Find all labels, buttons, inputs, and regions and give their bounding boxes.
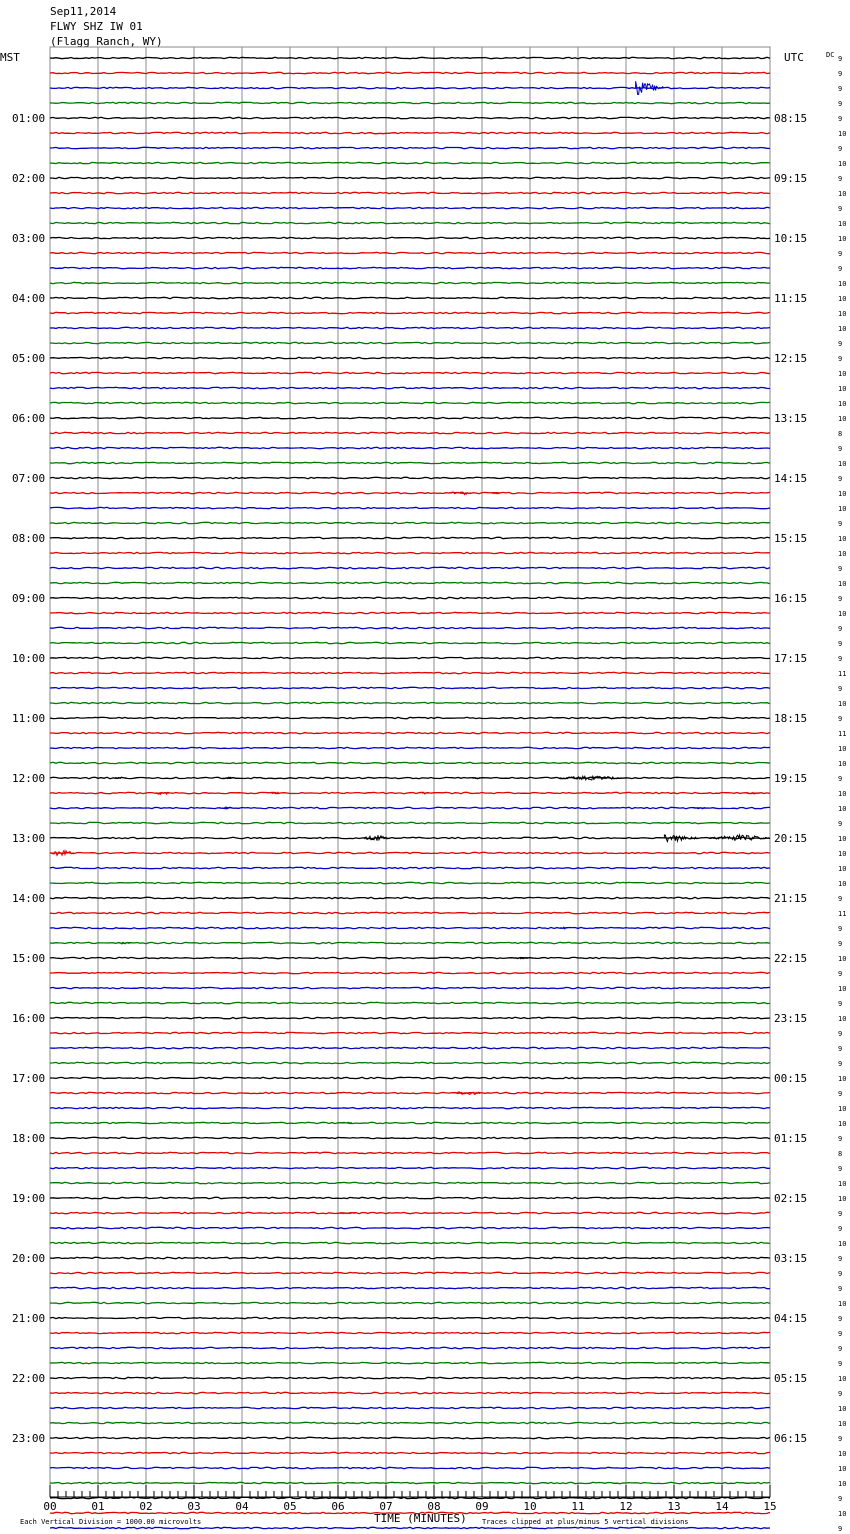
- trace-line: [50, 867, 770, 868]
- trace-line: [50, 717, 770, 718]
- hour-label-utc: 17:15: [774, 652, 808, 665]
- dc-offset-label: 9: [838, 85, 843, 93]
- event-burst: [156, 792, 170, 794]
- trace-line: [50, 657, 770, 658]
- hour-label-utc: 01:15: [774, 1132, 808, 1145]
- hour-label-mst: 09:00: [12, 592, 46, 605]
- dc-offset-label: 9: [838, 205, 843, 213]
- hour-label-mst: 05:00: [12, 352, 46, 365]
- dc-offset-label: 9: [838, 475, 843, 483]
- dc-offset-label: 10: [838, 865, 847, 873]
- dc-offset-label: 10: [838, 295, 847, 303]
- trace-line: [50, 1077, 770, 1078]
- trace-line: [50, 207, 770, 208]
- dc-offset-label: 9: [838, 100, 843, 108]
- dc-offset-label: 9: [838, 1270, 843, 1278]
- dc-offset-label: 10: [838, 610, 847, 618]
- dc-offset-label: 9: [838, 655, 843, 663]
- hour-label-mst: 16:00: [12, 1012, 46, 1025]
- hour-label-utc: 00:15: [774, 1072, 808, 1085]
- trace-line: [50, 102, 770, 103]
- chart-station: FLWY SHZ IW 01: [50, 20, 143, 33]
- trace-line: [50, 1467, 770, 1468]
- trace-line: [50, 492, 770, 493]
- trace-line: [50, 282, 770, 283]
- trace-line: [50, 912, 770, 913]
- trace-line: [50, 942, 770, 943]
- dc-offset-label: 9: [838, 1330, 843, 1338]
- trace-line: [50, 1182, 770, 1183]
- x-tick-label: 15: [763, 1500, 777, 1513]
- trace-line: [50, 837, 770, 838]
- trace-line: [50, 1092, 770, 1093]
- dc-offset-label: 9: [838, 1045, 843, 1053]
- dc-offset-label: 9: [838, 175, 843, 183]
- dc-offset-label: 9: [838, 55, 843, 63]
- trace-line: [50, 822, 770, 823]
- dc-offset-label: 10: [838, 850, 847, 858]
- dc-offset-label: 9: [838, 1390, 843, 1398]
- hour-label-utc: 08:15: [774, 112, 808, 125]
- dc-offset-label: 9: [838, 640, 843, 648]
- clip-note: Traces clipped at plus/minus 5 vertical divisions: [482, 1518, 689, 1526]
- dc-offset-label: 11: [838, 670, 847, 678]
- trace-line: [50, 972, 770, 973]
- dc-offset-label: 9: [838, 1225, 843, 1233]
- dc-offset-label: 10: [838, 535, 847, 543]
- trace-line: [50, 762, 770, 763]
- trace-line: [50, 1497, 770, 1498]
- dc-offset-label: 10: [838, 1480, 847, 1488]
- dc-offset-label: 9: [838, 565, 843, 573]
- right-axis-label: UTC: [784, 51, 804, 64]
- dc-offset-label: 10: [838, 760, 847, 768]
- dc-offset-label: 10: [838, 580, 847, 588]
- trace-line: [50, 1332, 770, 1333]
- dc-offset-label: 10: [838, 325, 847, 333]
- dc-offset-label: 10: [838, 1375, 847, 1383]
- trace-line: [50, 612, 770, 613]
- trace-line: [50, 687, 770, 688]
- x-tick-label: 04: [235, 1500, 249, 1513]
- trace-line: [50, 537, 770, 538]
- dc-offset-label: 10: [838, 955, 847, 963]
- event-burst: [420, 792, 429, 794]
- trace-line: [50, 1212, 770, 1213]
- trace-line: [50, 1032, 770, 1033]
- chart-date: Sep11,2014: [50, 5, 117, 18]
- dc-offset-label: 9: [838, 925, 843, 933]
- hour-label-utc: 14:15: [774, 472, 808, 485]
- dc-offset-label: 9: [838, 1495, 843, 1503]
- dc-offset-label: 10: [838, 490, 847, 498]
- hour-label-utc: 22:15: [774, 952, 808, 965]
- dc-offset-label: 10: [838, 700, 847, 708]
- trace-line: [50, 507, 770, 508]
- trace-line: [50, 1122, 770, 1123]
- dc-offset-label: 9: [838, 1210, 843, 1218]
- dc-offset-label: 9: [838, 70, 843, 78]
- trace-line: [50, 807, 770, 808]
- trace-line: [50, 1047, 770, 1048]
- dc-offset-label: 10: [838, 1420, 847, 1428]
- trace-line: [50, 1362, 770, 1363]
- trace-line: [50, 522, 770, 523]
- trace-line: [50, 1422, 770, 1423]
- trace-line: [50, 642, 770, 643]
- dc-offset-label: 9: [838, 1315, 843, 1323]
- hour-label-utc: 06:15: [774, 1432, 808, 1445]
- trace-line: [50, 1107, 770, 1108]
- dc-offset-label: 9: [838, 520, 843, 528]
- hour-label-utc: 13:15: [774, 412, 808, 425]
- dc-offset-label: 9: [838, 250, 843, 258]
- trace-line: [50, 147, 770, 148]
- dc-offset-label: 9: [838, 895, 843, 903]
- x-tick-label: 07: [379, 1500, 393, 1513]
- trace-line: [50, 432, 770, 433]
- hour-label-utc: 12:15: [774, 352, 808, 365]
- hour-label-utc: 21:15: [774, 892, 808, 905]
- trace-line: [50, 357, 770, 358]
- dc-offset-label: 8: [838, 1150, 843, 1158]
- trace-line: [50, 1302, 770, 1303]
- hour-label-mst: 13:00: [12, 832, 46, 845]
- event-burst: [664, 835, 697, 842]
- x-tick-label: 14: [715, 1500, 729, 1513]
- trace-line: [50, 897, 770, 898]
- dc-offset-label: 10: [838, 1450, 847, 1458]
- trace-line: [50, 57, 770, 58]
- dc-offset-label: 10: [838, 1180, 847, 1188]
- hour-label-utc: 04:15: [774, 1312, 808, 1325]
- hour-label-utc: 19:15: [774, 772, 808, 785]
- trace-line: [50, 462, 770, 463]
- trace-line: [50, 582, 770, 583]
- dc-offset-label: 9: [838, 265, 843, 273]
- hour-label-utc: 18:15: [774, 712, 808, 725]
- hour-label-utc: 09:15: [774, 172, 808, 185]
- trace-line: [50, 1452, 770, 1453]
- x-tick-label: 00: [43, 1500, 57, 1513]
- trace-line: [50, 267, 770, 268]
- dc-offset-label: 9: [838, 625, 843, 633]
- dc-offset-label: 9: [838, 1345, 843, 1353]
- event-burst: [338, 1122, 352, 1123]
- hour-label-mst: 10:00: [12, 652, 46, 665]
- trace-line: [50, 252, 770, 253]
- x-axis-label: TIME (MINUTES): [374, 1512, 467, 1525]
- trace-line: [50, 162, 770, 163]
- scale-note: Each Vertical Division = 1000.00 microvolts: [20, 1518, 202, 1526]
- trace-line: [50, 1152, 770, 1153]
- dc-offset-label: 10: [838, 220, 847, 228]
- hour-label-utc: 11:15: [774, 292, 808, 305]
- trace-line: [50, 372, 770, 373]
- dc-offset-label: 9: [838, 1165, 843, 1173]
- dc-offset-label: 10: [838, 505, 847, 513]
- dc-offset-label: 10: [838, 190, 847, 198]
- x-tick-label: 13: [667, 1500, 681, 1513]
- dc-offset-label: 10: [838, 805, 847, 813]
- dc-offset-label: 10: [838, 745, 847, 753]
- trace-line: [50, 402, 770, 403]
- hour-label-mst: 20:00: [12, 1252, 46, 1265]
- hour-label-utc: 15:15: [774, 532, 808, 545]
- x-tick-label: 09: [475, 1500, 489, 1513]
- dc-offset-label: 10: [838, 1405, 847, 1413]
- trace-line: [50, 237, 770, 238]
- trace-line: [50, 852, 770, 853]
- dc-offset-label: 9: [838, 970, 843, 978]
- hour-label-mst: 08:00: [12, 532, 46, 545]
- trace-line: [50, 627, 770, 628]
- dc-offset-label: 10: [838, 880, 847, 888]
- dc-label: DC: [826, 51, 835, 59]
- trace-line: [50, 1272, 770, 1273]
- x-tick-label: 05: [283, 1500, 297, 1513]
- trace-line: [50, 672, 770, 673]
- dc-offset-label: 9: [838, 685, 843, 693]
- trace-line: [50, 552, 770, 553]
- dc-offset-label: 10: [838, 1120, 847, 1128]
- dc-offset-label: 9: [838, 1435, 843, 1443]
- dc-offset-label: 10: [838, 280, 847, 288]
- dc-offset-label: 10: [838, 1300, 847, 1308]
- dc-offset-label: 9: [838, 940, 843, 948]
- trace-line: [50, 1527, 770, 1528]
- dc-offset-label: 9: [838, 1525, 843, 1533]
- dc-offset-label: 10: [838, 460, 847, 468]
- trace-line: [50, 1017, 770, 1018]
- chart-location: (Flagg Ranch, WY): [50, 35, 163, 48]
- plot-frame: [50, 47, 770, 1497]
- x-tick-label: 10: [523, 1500, 537, 1513]
- trace-line: [50, 387, 770, 388]
- minute-grid: [50, 47, 770, 1497]
- dc-offset-label: 10: [838, 400, 847, 408]
- hour-label-utc: 23:15: [774, 1012, 808, 1025]
- trace-line: [50, 342, 770, 343]
- hour-label-mst: 15:00: [12, 952, 46, 965]
- event-burst: [559, 776, 626, 780]
- hour-label-mst: 11:00: [12, 712, 46, 725]
- dc-offset-label: 9: [838, 1285, 843, 1293]
- hour-label-mst: 07:00: [12, 472, 46, 485]
- trace-line: [50, 1392, 770, 1393]
- dc-offset-label: 9: [838, 355, 843, 363]
- trace-line: [50, 1197, 770, 1198]
- hour-label-utc: 20:15: [774, 832, 808, 845]
- trace-line: [50, 1242, 770, 1243]
- hour-label-mst: 12:00: [12, 772, 46, 785]
- x-tick-label: 12: [619, 1500, 633, 1513]
- x-tick-label: 02: [139, 1500, 153, 1513]
- dc-offset-label: 10: [838, 160, 847, 168]
- hour-label-mst: 21:00: [12, 1312, 46, 1325]
- x-tick-label: 06: [331, 1500, 345, 1513]
- dc-offset-label: 8: [838, 430, 843, 438]
- dc-offset-label: 10: [838, 385, 847, 393]
- hour-label-mst: 17:00: [12, 1072, 46, 1085]
- trace-line: [50, 312, 770, 313]
- dc-offset-label: 9: [838, 715, 843, 723]
- trace-line: [50, 447, 770, 448]
- hour-label-mst: 18:00: [12, 1132, 46, 1145]
- hour-label-utc: 02:15: [774, 1192, 808, 1205]
- trace-line: [50, 1002, 770, 1003]
- trace-line: [50, 1137, 770, 1138]
- trace-line: [50, 117, 770, 118]
- hour-label-mst: 02:00: [12, 172, 46, 185]
- hour-label-utc: 10:15: [774, 232, 808, 245]
- hour-label-utc: 03:15: [774, 1252, 808, 1265]
- dc-offset-label: 10: [838, 415, 847, 423]
- event-group: [50, 81, 770, 1214]
- trace-line: [50, 1347, 770, 1348]
- dc-offset-label: 9: [838, 1000, 843, 1008]
- hour-label-mst: 06:00: [12, 412, 46, 425]
- dc-offset-label: 10: [838, 985, 847, 993]
- dc-offset-label: 9: [838, 1030, 843, 1038]
- x-tick-label: 11: [571, 1500, 585, 1513]
- hour-label-mst: 04:00: [12, 292, 46, 305]
- dc-offset-label: 10: [838, 235, 847, 243]
- x-tick-label: 03: [187, 1500, 201, 1513]
- dc-offset-label: 9: [838, 340, 843, 348]
- dc-offset-label: 9: [838, 1360, 843, 1368]
- dc-offset-label: 10: [838, 310, 847, 318]
- trace-line: [50, 1482, 770, 1483]
- trace-line: [50, 777, 770, 778]
- hour-label-mst: 22:00: [12, 1372, 46, 1385]
- dc-offset-label: 9: [838, 1135, 843, 1143]
- trace-line: [50, 327, 770, 328]
- trace-line: [50, 477, 770, 478]
- trace-line: [50, 702, 770, 703]
- trace-line: [50, 747, 770, 748]
- dc-offset-label: 11: [838, 730, 847, 738]
- trace-line: [50, 297, 770, 298]
- dc-offset-label: 10: [838, 1240, 847, 1248]
- dc-offset-label: 9: [838, 1090, 843, 1098]
- dc-offset-label: 9: [838, 775, 843, 783]
- trace-line: [50, 597, 770, 598]
- x-tick-label: 01: [91, 1500, 105, 1513]
- trace-line: [50, 417, 770, 418]
- dc-offset-label: 11: [838, 910, 847, 918]
- hour-label-mst: 03:00: [12, 232, 46, 245]
- hour-label-mst: 14:00: [12, 892, 46, 905]
- dc-offset-label: 10: [838, 130, 847, 138]
- dc-offset-label: 9: [838, 1060, 843, 1068]
- trace-line: [50, 987, 770, 988]
- dc-offset-label: 9: [838, 595, 843, 603]
- dc-offset-label: 10: [838, 1195, 847, 1203]
- trace-line: [50, 1287, 770, 1288]
- left-axis-label: MST: [0, 51, 20, 64]
- trace-line: [50, 732, 770, 733]
- trace-line: [50, 567, 770, 568]
- dc-offset-label: 10: [838, 1105, 847, 1113]
- trace-line: [50, 957, 770, 958]
- trace-group: [50, 55, 846, 1534]
- trace-line: [50, 1317, 770, 1318]
- trace-line: [50, 1227, 770, 1228]
- trace-line: [50, 72, 770, 73]
- trace-line: [50, 177, 770, 178]
- event-burst: [492, 493, 501, 494]
- hour-label-utc: 05:15: [774, 1372, 808, 1385]
- dc-offset-label: 9: [838, 820, 843, 828]
- dc-offset-label: 10: [838, 790, 847, 798]
- x-tick-label: 08: [427, 1500, 441, 1513]
- dc-offset-label: 10: [838, 1465, 847, 1473]
- dc-offset-label: 9: [838, 1255, 843, 1263]
- hour-label-utc: 16:15: [774, 592, 808, 605]
- trace-line: [50, 1167, 770, 1168]
- trace-line: [50, 192, 770, 193]
- dc-offset-label: 9: [838, 145, 843, 153]
- dc-offset-label: 10: [838, 835, 847, 843]
- dc-offset-label: 10: [838, 1510, 847, 1518]
- trace-line: [50, 927, 770, 928]
- hour-label-mst: 19:00: [12, 1192, 46, 1205]
- dc-offset-label: 10: [838, 550, 847, 558]
- trace-line: [50, 882, 770, 883]
- trace-line: [50, 1437, 770, 1438]
- trace-line: [50, 132, 770, 133]
- hour-label-mst: 23:00: [12, 1432, 46, 1445]
- trace-line: [50, 1257, 770, 1258]
- trace-line: [50, 1377, 770, 1378]
- trace-line: [50, 222, 770, 223]
- dc-offset-label: 10: [838, 1015, 847, 1023]
- dc-offset-label: 10: [838, 370, 847, 378]
- dc-offset-label: 9: [838, 115, 843, 123]
- trace-line: [50, 1062, 770, 1063]
- dc-offset-label: 10: [838, 1075, 847, 1083]
- hour-label-mst: 01:00: [12, 112, 46, 125]
- trace-line: [50, 1407, 770, 1408]
- dc-offset-label: 9: [838, 445, 843, 453]
